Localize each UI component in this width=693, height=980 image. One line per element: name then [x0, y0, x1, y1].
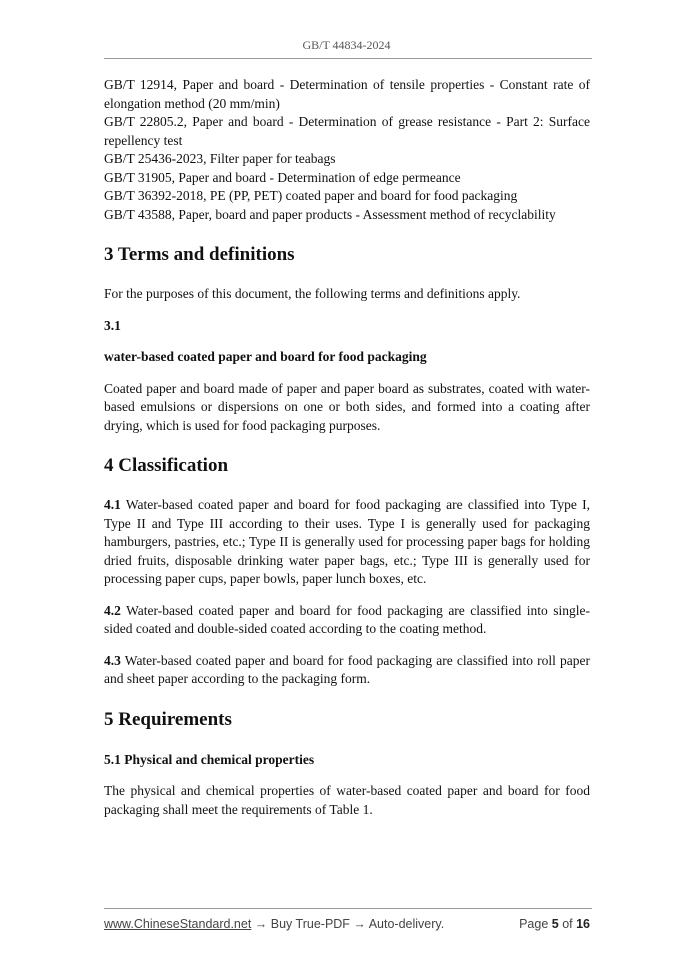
section-5-heading: 5 Requirements: [104, 708, 232, 730]
section-3-heading: 3 Terms and definitions: [104, 244, 295, 265]
document-id: GB/T 44834-2024: [302, 38, 391, 52]
term-number: 3.1: [104, 317, 121, 333]
clause-4-1: [104, 496, 590, 589]
footer-tagline: → Buy True-PDF → Auto-delivery.: [251, 917, 445, 931]
footer-promo: [104, 917, 444, 931]
section-4-heading: 4 Classification: [104, 455, 229, 476]
reference-item: GB/T 31905, Paper and board - Determination of edge permeance: [104, 169, 461, 185]
main-content: [104, 76, 590, 819]
clause-number: 4.2: [104, 602, 121, 618]
current-page-number: 5: [551, 917, 559, 931]
total-pages-number: 16: [576, 917, 590, 931]
page-indicator: [519, 917, 590, 931]
header-divider: [104, 58, 592, 59]
term-title: water-based coated paper and board for food packaging: [104, 349, 427, 364]
clause-4-2: [104, 602, 590, 639]
site-link[interactable]: www.ChineseStandard.net: [104, 917, 252, 931]
page-label: Page: [519, 917, 552, 931]
clause-number: 4.1: [104, 497, 121, 512]
clause-text: Water-based coated paper and board for food packaging are classified into single-sided coated and double-sided coated according to the coating method.: [104, 602, 590, 636]
reference-item: GB/T 25436-2023, Filter paper for teabags: [104, 151, 336, 166]
footer-divider: [104, 908, 592, 909]
clause-number: 4.3: [104, 652, 121, 668]
section-3-intro: For the purposes of this document, the following terms and definitions apply.: [104, 286, 521, 301]
reference-item: GB/T 36392-2018, PE (PP, PET) coated paper and board for food packaging: [104, 188, 518, 203]
page-of-label: of: [558, 917, 577, 931]
reference-item: GB/T 12914, Paper and board - Determination of tensile properties - Constant rate of elongation method (20 mm/min): [104, 77, 590, 111]
page-header: [0, 38, 693, 53]
clause-text: Water-based coated paper and board for food packaging are classified into roll paper and sheet paper according to the packaging form.: [104, 652, 590, 686]
reference-item: GB/T 43588, Paper, board and paper products - Assessment method of recyclability: [104, 206, 556, 222]
clause-text: Water-based coated paper and board for food packaging are classified into Type I, Type II and Type III according to their uses. Type I is generally used for packaging hamburgers, pastries, etc.; Type II is generally used for processing paper bags for holding dried fruits, disposable drinking water paper bags, etc.; Type III is generally used for processing paper cups, paper bowls, paper lunch boxes, etc.: [104, 497, 590, 586]
clause-4-3: [104, 652, 590, 689]
subsection-5-1-heading: 5.1 Physical and chemical properties: [104, 751, 315, 767]
reference-item: GB/T 22805.2, Paper and board - Determination of grease resistance - Part 2: Surface repellency test: [104, 114, 590, 148]
term-definition: Coated paper and board made of paper and paper board as substrates, coated with water-based emulsions or dispersions on one or both sides, and formed into a coating after drying, which is used for food packaging purposes.: [104, 380, 590, 433]
subsection-5-1-text: The physical and chemical properties of water-based coated paper and board for food packaging shall meet the requirements of Table 1.: [104, 783, 590, 817]
normative-references-list: [104, 76, 590, 224]
